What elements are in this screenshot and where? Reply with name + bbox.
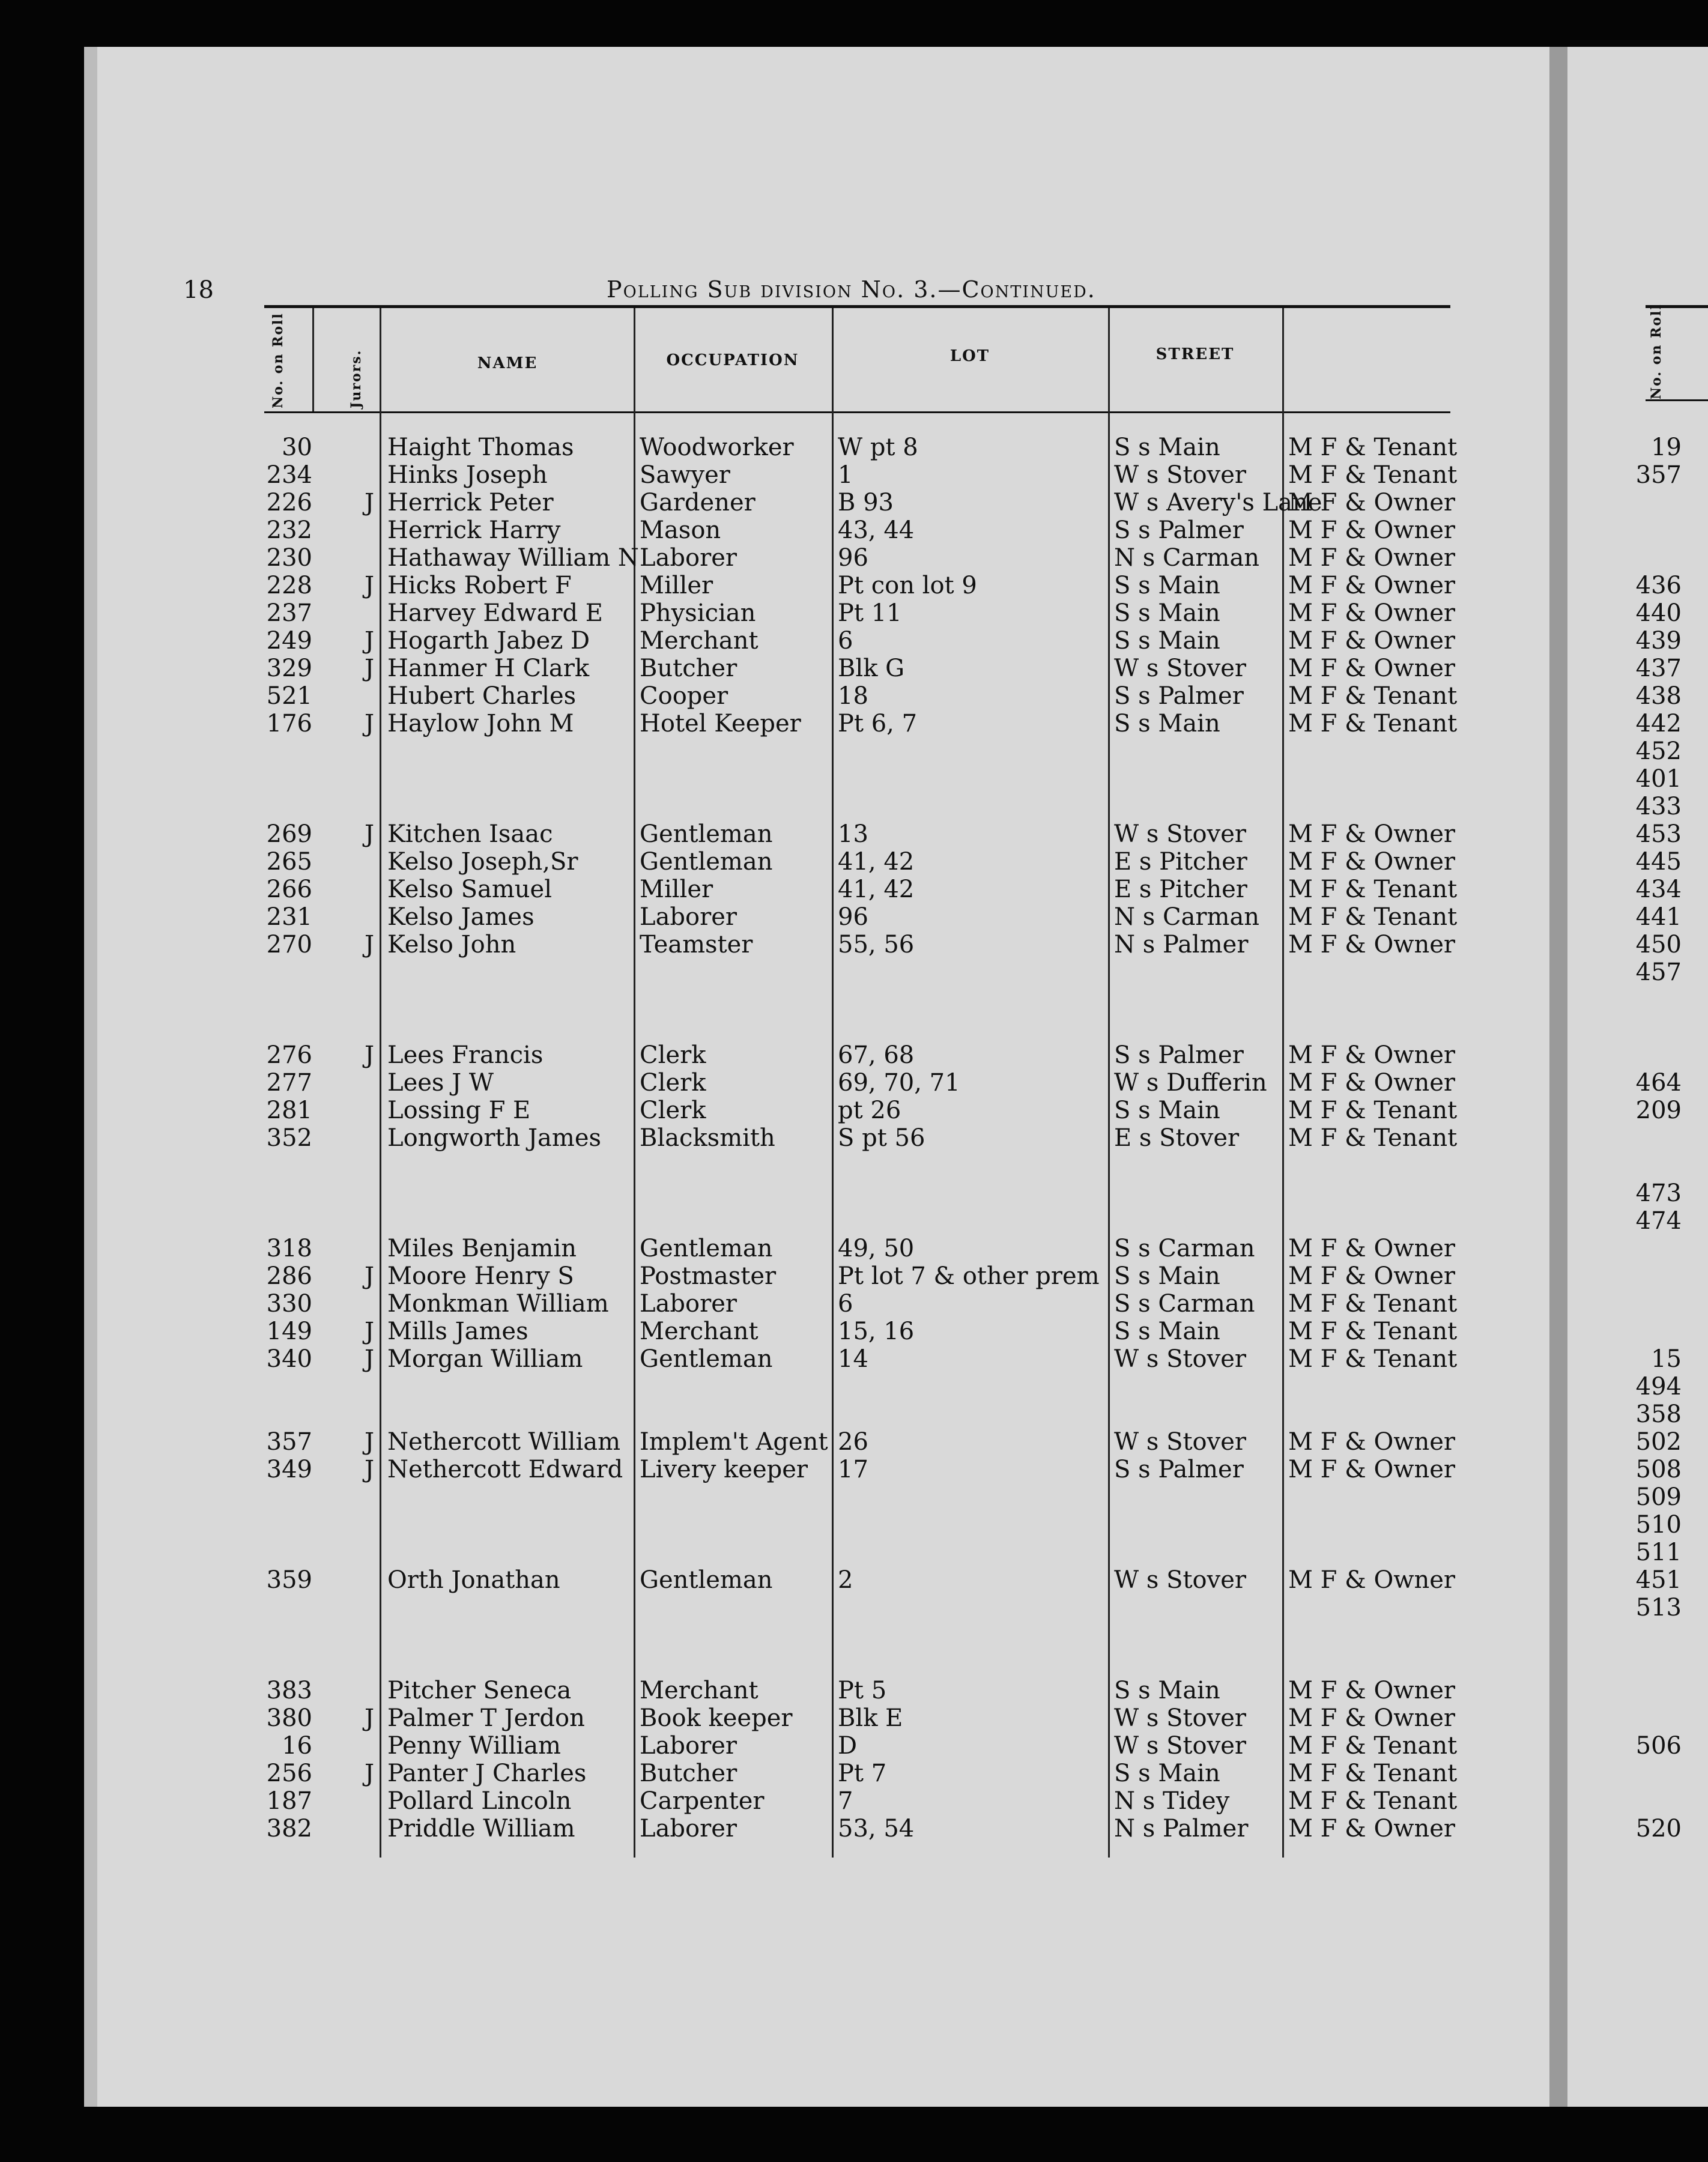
- lot: 41, 42: [838, 876, 915, 903]
- right-roll-number: 436: [1635, 572, 1682, 599]
- voter-name: Moore Henry S: [387, 1262, 574, 1290]
- qualification: M F & Owner: [1288, 1815, 1456, 1843]
- roll-number: 340: [266, 1345, 312, 1373]
- right-roll-number: 437: [1635, 655, 1682, 682]
- street: S s Main: [1114, 1262, 1220, 1290]
- lot: 6: [838, 627, 853, 655]
- roll-number: 230: [266, 544, 312, 572]
- qualification: M F & Owner: [1288, 1041, 1456, 1069]
- qualification: M F & Owner: [1288, 1069, 1456, 1097]
- qualification: M F & Owner: [1288, 1566, 1456, 1594]
- roll-number: 349: [266, 1456, 312, 1483]
- street: W s Dufferin: [1114, 1069, 1267, 1097]
- voter-name: Hubert Charles: [387, 682, 577, 710]
- occupation: Gentleman: [640, 1235, 773, 1262]
- roll-number: 176: [266, 710, 312, 737]
- occupation: Merchant: [640, 1318, 759, 1345]
- roll-number: 359: [266, 1566, 312, 1594]
- occupation: Clerk: [640, 1069, 706, 1097]
- juror-mark: J: [364, 1345, 375, 1373]
- lot: Pt 7: [838, 1760, 887, 1787]
- table-row: [84, 544, 1549, 572]
- header-top-rule: [264, 305, 1450, 308]
- occupation: Miller: [640, 572, 713, 599]
- table-row: [84, 682, 1549, 710]
- roll-number: 187: [266, 1787, 312, 1815]
- street: N s Palmer: [1114, 1815, 1249, 1843]
- occupation: Carpenter: [640, 1787, 765, 1815]
- right-header-rule-bottom: [1646, 399, 1708, 401]
- qualification: M F & Owner: [1288, 516, 1456, 544]
- table-row: [84, 434, 1549, 461]
- lot: Blk E: [838, 1704, 903, 1732]
- street: W s Stover: [1114, 1566, 1247, 1594]
- occupation: Laborer: [640, 1732, 737, 1760]
- street: E s Pitcher: [1114, 848, 1247, 876]
- voter-name: Pitcher Seneca: [387, 1677, 572, 1704]
- qualification: M F & Owner: [1288, 1677, 1456, 1704]
- right-roll-number: 357: [1635, 461, 1682, 489]
- divider-roll: [312, 308, 314, 411]
- roll-number: 16: [282, 1732, 312, 1760]
- right-roll-number: 19: [1651, 434, 1682, 461]
- voter-name: Longworth James: [387, 1124, 602, 1152]
- qualification: M F & Tenant: [1288, 682, 1458, 710]
- voter-name: Hogarth Jabez D: [387, 627, 590, 655]
- table-row: [84, 1704, 1549, 1732]
- juror-mark: J: [364, 655, 375, 682]
- lot: 7: [838, 1787, 853, 1815]
- voter-name: Monkman William: [387, 1290, 609, 1318]
- juror-mark: J: [364, 627, 375, 655]
- occupation: Gentleman: [640, 848, 773, 876]
- juror-mark: J: [364, 1262, 375, 1290]
- juror-mark: J: [364, 820, 375, 848]
- street: W s Avery's Lane: [1114, 489, 1322, 516]
- table-row: [84, 710, 1549, 737]
- voter-name: Kitchen Isaac: [387, 820, 553, 848]
- qualification: M F & Owner: [1288, 1704, 1456, 1732]
- juror-mark: J: [364, 1760, 375, 1787]
- juror-mark: J: [364, 1041, 375, 1069]
- lot: 18: [838, 682, 868, 710]
- qualification: M F & Owner: [1288, 1456, 1456, 1483]
- lot: Pt 5: [838, 1677, 887, 1704]
- qualification: M F & Owner: [1288, 627, 1456, 655]
- street: S s Carman: [1114, 1290, 1255, 1318]
- table-row: [84, 820, 1549, 848]
- lot: pt 26: [838, 1097, 901, 1124]
- right-roll-number: 433: [1635, 793, 1682, 820]
- roll-number: 281: [266, 1097, 312, 1124]
- street: N s Carman: [1114, 903, 1260, 931]
- right-roll-number: 508: [1635, 1456, 1682, 1483]
- lot: W pt 8: [838, 434, 918, 461]
- page-number: 18: [183, 276, 214, 304]
- voter-name: Morgan William: [387, 1345, 583, 1373]
- lot: 26: [838, 1428, 868, 1456]
- table-row: [84, 1235, 1549, 1262]
- street: S s Main: [1114, 1760, 1220, 1787]
- qualification: M F & Owner: [1288, 572, 1456, 599]
- right-roll-number: 520: [1635, 1815, 1682, 1843]
- qualification: M F & Tenant: [1288, 1760, 1458, 1787]
- street: S s Palmer: [1114, 1041, 1244, 1069]
- occupation: Laborer: [640, 1290, 737, 1318]
- lot: B 93: [838, 489, 894, 516]
- roll-number: 276: [266, 1041, 312, 1069]
- qualification: M F & Tenant: [1288, 1124, 1458, 1152]
- qualification: M F & Owner: [1288, 931, 1456, 958]
- right-roll-number: 453: [1635, 820, 1682, 848]
- roll-number: 234: [266, 461, 312, 489]
- voter-name: Hicks Robert F: [387, 572, 572, 599]
- voter-name: Herrick Peter: [387, 489, 554, 516]
- lot: 43, 44: [838, 516, 915, 544]
- qualification: M F & Owner: [1288, 599, 1456, 627]
- lot: S pt 56: [838, 1124, 925, 1152]
- lot: Pt 11: [838, 599, 902, 627]
- right-roll-number: 509: [1635, 1483, 1682, 1511]
- street: S s Main: [1114, 434, 1220, 461]
- table-row: [84, 931, 1549, 958]
- lot: 96: [838, 544, 868, 572]
- juror-mark: J: [364, 1704, 375, 1732]
- juror-mark: J: [364, 710, 375, 737]
- roll-number: 149: [266, 1318, 312, 1345]
- roll-number: 318: [266, 1235, 312, 1262]
- qualification: M F & Owner: [1288, 1235, 1456, 1262]
- street: S s Main: [1114, 1318, 1220, 1345]
- occupation: Laborer: [640, 544, 737, 572]
- qualification: M F & Tenant: [1288, 710, 1458, 737]
- lot: 14: [838, 1345, 868, 1373]
- occupation: Merchant: [640, 627, 759, 655]
- right-roll-number: 511: [1635, 1539, 1682, 1566]
- lot: D: [838, 1732, 858, 1760]
- occupation: Laborer: [640, 1815, 737, 1843]
- right-roll-number: 445: [1635, 848, 1682, 876]
- voter-name: Haight Thomas: [387, 434, 574, 461]
- table-row: [84, 1124, 1549, 1152]
- lot: 67, 68: [838, 1041, 915, 1069]
- right-column-header: No. on Roll: [1649, 303, 1664, 399]
- occupation: Butcher: [640, 655, 737, 682]
- street: W s Stover: [1114, 820, 1247, 848]
- voter-name: Kelso John: [387, 931, 516, 958]
- street: W s Stover: [1114, 461, 1247, 489]
- table-row: [84, 1428, 1549, 1456]
- table-row: [84, 1097, 1549, 1124]
- table-row: [84, 1345, 1549, 1373]
- roll-number: 237: [266, 599, 312, 627]
- table-row: [84, 516, 1549, 544]
- voter-name: Mills James: [387, 1318, 528, 1345]
- roll-number: 277: [266, 1069, 312, 1097]
- street: N s Carman: [1114, 544, 1260, 572]
- lot: Pt lot 7 & other prem: [838, 1262, 1100, 1290]
- table-row: [84, 627, 1549, 655]
- street: S s Main: [1114, 1677, 1220, 1704]
- voter-name: Herrick Harry: [387, 516, 561, 544]
- street: W s Stover: [1114, 1428, 1247, 1456]
- right-roll-number: 438: [1635, 682, 1682, 710]
- roll-number: 249: [266, 627, 312, 655]
- right-roll-number: 209: [1635, 1097, 1682, 1124]
- roll-number: 330: [266, 1290, 312, 1318]
- header-bottom-rule: [264, 411, 1450, 413]
- right-roll-number: 450: [1635, 931, 1682, 958]
- table-row: [84, 876, 1549, 903]
- occupation: Gentleman: [640, 1566, 773, 1594]
- street: S s Carman: [1114, 1235, 1255, 1262]
- street: W s Stover: [1114, 655, 1247, 682]
- column-header-roll: No. on Roll: [270, 312, 286, 408]
- table-row: [84, 1760, 1549, 1787]
- voter-name: Kelso James: [387, 903, 535, 931]
- street: N s Tidey: [1114, 1787, 1230, 1815]
- occupation: Laborer: [640, 903, 737, 931]
- right-roll-number: 451: [1635, 1566, 1682, 1594]
- page-title: Polling Sub division No. 3.—Continued.: [607, 276, 1096, 303]
- right-roll-number: 494: [1635, 1373, 1682, 1400]
- roll-number: 228: [266, 572, 312, 599]
- street: S s Palmer: [1114, 1456, 1244, 1483]
- roll-number: 269: [266, 820, 312, 848]
- qualification: M F & Tenant: [1288, 876, 1458, 903]
- voter-name: Hanmer H Clark: [387, 655, 590, 682]
- voter-name: Lees Francis: [387, 1041, 544, 1069]
- voter-name: Kelso Joseph,Sr: [387, 848, 578, 876]
- voter-name: Harvey Edward E: [387, 599, 603, 627]
- lot: 96: [838, 903, 868, 931]
- voter-name: Priddle William: [387, 1815, 575, 1843]
- voter-name: Hathaway William N: [387, 544, 639, 572]
- occupation: Teamster: [640, 931, 753, 958]
- occupation: Mason: [640, 516, 721, 544]
- voter-name: Pollard Lincoln: [387, 1787, 572, 1815]
- roll-number: 521: [266, 682, 312, 710]
- occupation: Gentleman: [640, 820, 773, 848]
- roll-number: 383: [266, 1677, 312, 1704]
- qualification: M F & Tenant: [1288, 1345, 1458, 1373]
- occupation: Clerk: [640, 1041, 706, 1069]
- table-row: [84, 655, 1549, 682]
- right-roll-number: 15: [1651, 1345, 1682, 1373]
- occupation: Physician: [640, 599, 756, 627]
- juror-mark: J: [364, 489, 375, 516]
- occupation: Woodworker: [640, 434, 794, 461]
- right-roll-number: 506: [1635, 1732, 1682, 1760]
- juror-mark: J: [364, 1456, 375, 1483]
- voter-name: Nethercott William: [387, 1428, 621, 1456]
- voter-name: Nethercott Edward: [387, 1456, 623, 1483]
- table-row: [84, 461, 1549, 489]
- occupation: Butcher: [640, 1760, 737, 1787]
- roll-number: 266: [266, 876, 312, 903]
- occupation: Merchant: [640, 1677, 759, 1704]
- right-roll-number: 358: [1635, 1400, 1682, 1428]
- juror-mark: J: [364, 931, 375, 958]
- table-row: [84, 1787, 1549, 1815]
- qualification: M F & Tenant: [1288, 434, 1458, 461]
- qualification: M F & Owner: [1288, 1262, 1456, 1290]
- right-roll-number: 457: [1635, 958, 1682, 986]
- table-row: [84, 572, 1549, 599]
- table-row: [84, 903, 1549, 931]
- occupation: Sawyer: [640, 461, 730, 489]
- voter-name: Penny William: [387, 1732, 561, 1760]
- voter-name: Palmer T Jerdon: [387, 1704, 585, 1732]
- roll-number: 270: [266, 931, 312, 958]
- roll-number: 352: [266, 1124, 312, 1152]
- table-row: [84, 1677, 1549, 1704]
- lot: 49, 50: [838, 1235, 915, 1262]
- roll-number: 231: [266, 903, 312, 931]
- street: S s Main: [1114, 599, 1220, 627]
- voter-name: Haylow John M: [387, 710, 574, 737]
- occupation: Livery keeper: [640, 1456, 808, 1483]
- lot: 2: [838, 1566, 853, 1594]
- qualification: M F & Tenant: [1288, 1097, 1458, 1124]
- lot: 17: [838, 1456, 868, 1483]
- lot: 15, 16: [838, 1318, 915, 1345]
- qualification: M F & Owner: [1288, 848, 1456, 876]
- right-roll-number: 401: [1635, 765, 1682, 793]
- qualification: M F & Tenant: [1288, 1290, 1458, 1318]
- right-roll-number: 474: [1635, 1207, 1682, 1235]
- voter-name: Miles Benjamin: [387, 1235, 577, 1262]
- lot: 55, 56: [838, 931, 915, 958]
- occupation: Gentleman: [640, 1345, 773, 1373]
- right-roll-number: 473: [1635, 1179, 1682, 1207]
- table-row: [84, 848, 1549, 876]
- table-row: [84, 1262, 1549, 1290]
- occupation: Hotel Keeper: [640, 710, 801, 737]
- qualification: M F & Tenant: [1288, 1732, 1458, 1760]
- qualification: M F & Owner: [1288, 820, 1456, 848]
- occupation: Cooper: [640, 682, 728, 710]
- juror-mark: J: [364, 1428, 375, 1456]
- lot: Pt con lot 9: [838, 572, 977, 599]
- right-roll-number: 502: [1635, 1428, 1682, 1456]
- voter-name: Panter J Charles: [387, 1760, 587, 1787]
- roll-number: 226: [266, 489, 312, 516]
- right-roll-number: 439: [1635, 627, 1682, 655]
- voter-name: Hinks Joseph: [387, 461, 548, 489]
- lot: 1: [838, 461, 853, 489]
- table-row: [84, 599, 1549, 627]
- street: S s Palmer: [1114, 682, 1244, 710]
- occupation: Miller: [640, 876, 713, 903]
- roll-number: 380: [266, 1704, 312, 1732]
- roll-number: 382: [266, 1815, 312, 1843]
- table-row: [84, 1732, 1549, 1760]
- street: S s Main: [1114, 710, 1220, 737]
- table-row: [84, 1041, 1549, 1069]
- table-row: [84, 1290, 1549, 1318]
- column-header-street: STREET: [1155, 345, 1235, 363]
- street: S s Main: [1114, 572, 1220, 599]
- street: W s Stover: [1114, 1704, 1247, 1732]
- occupation: Blacksmith: [640, 1124, 775, 1152]
- right-roll-number: 452: [1635, 737, 1682, 765]
- column-header-lot: LOT: [949, 347, 990, 365]
- right-roll-number: 434: [1635, 876, 1682, 903]
- voter-name: Kelso Samuel: [387, 876, 553, 903]
- lot: Pt 6, 7: [838, 710, 918, 737]
- table-row: [84, 1456, 1549, 1483]
- qualification: M F & Tenant: [1288, 461, 1458, 489]
- right-roll-number: 440: [1635, 599, 1682, 627]
- lot: Blk G: [838, 655, 905, 682]
- right-roll-number: 442: [1635, 710, 1682, 737]
- street: W s Stover: [1114, 1345, 1247, 1373]
- right-roll-number: 513: [1635, 1594, 1682, 1621]
- lot: 41, 42: [838, 848, 915, 876]
- street: S s Palmer: [1114, 516, 1244, 544]
- lot: 53, 54: [838, 1815, 915, 1843]
- lot: 13: [838, 820, 868, 848]
- roll-number: 30: [282, 434, 312, 461]
- table-row: [84, 1815, 1549, 1843]
- table-row: [84, 1069, 1549, 1097]
- occupation: Gardener: [640, 489, 756, 516]
- table-row: [84, 489, 1549, 516]
- street: N s Palmer: [1114, 931, 1249, 958]
- roll-number: 232: [266, 516, 312, 544]
- occupation: Clerk: [640, 1097, 706, 1124]
- roll-number: 286: [266, 1262, 312, 1290]
- roll-number: 357: [266, 1428, 312, 1456]
- qualification: M F & Owner: [1288, 489, 1456, 516]
- table-row: [84, 1566, 1549, 1594]
- roll-number: 329: [266, 655, 312, 682]
- right-roll-number: 464: [1635, 1069, 1682, 1097]
- juror-mark: J: [364, 1318, 375, 1345]
- qualification: M F & Tenant: [1288, 1318, 1458, 1345]
- column-header-jurors: Jurors.: [348, 349, 364, 408]
- occupation: Postmaster: [640, 1262, 777, 1290]
- right-roll-number: 510: [1635, 1511, 1682, 1539]
- street: W s Stover: [1114, 1732, 1247, 1760]
- qualification: M F & Owner: [1288, 544, 1456, 572]
- qualification: M F & Tenant: [1288, 903, 1458, 931]
- occupation: Book keeper: [640, 1704, 793, 1732]
- table-row: [84, 1318, 1549, 1345]
- qualification: M F & Owner: [1288, 655, 1456, 682]
- roll-number: 256: [266, 1760, 312, 1787]
- column-header-name: NAME: [477, 354, 538, 372]
- column-header-occupation: OCCUPATION: [666, 351, 799, 369]
- qualification: M F & Owner: [1288, 1428, 1456, 1456]
- street: E s Stover: [1114, 1124, 1240, 1152]
- qualification: M F & Tenant: [1288, 1787, 1458, 1815]
- lot: 69, 70, 71: [838, 1069, 960, 1097]
- occupation: Implem't Agent: [640, 1428, 828, 1456]
- voter-name: Lees J W: [387, 1069, 494, 1097]
- street: E s Pitcher: [1114, 876, 1247, 903]
- street: S s Main: [1114, 1097, 1220, 1124]
- juror-mark: J: [364, 572, 375, 599]
- right-roll-number: 441: [1635, 903, 1682, 931]
- street: S s Main: [1114, 627, 1220, 655]
- roll-number: 265: [266, 848, 312, 876]
- voter-name: Orth Jonathan: [387, 1566, 560, 1594]
- lot: 6: [838, 1290, 853, 1318]
- voter-name: Lossing F E: [387, 1097, 531, 1124]
